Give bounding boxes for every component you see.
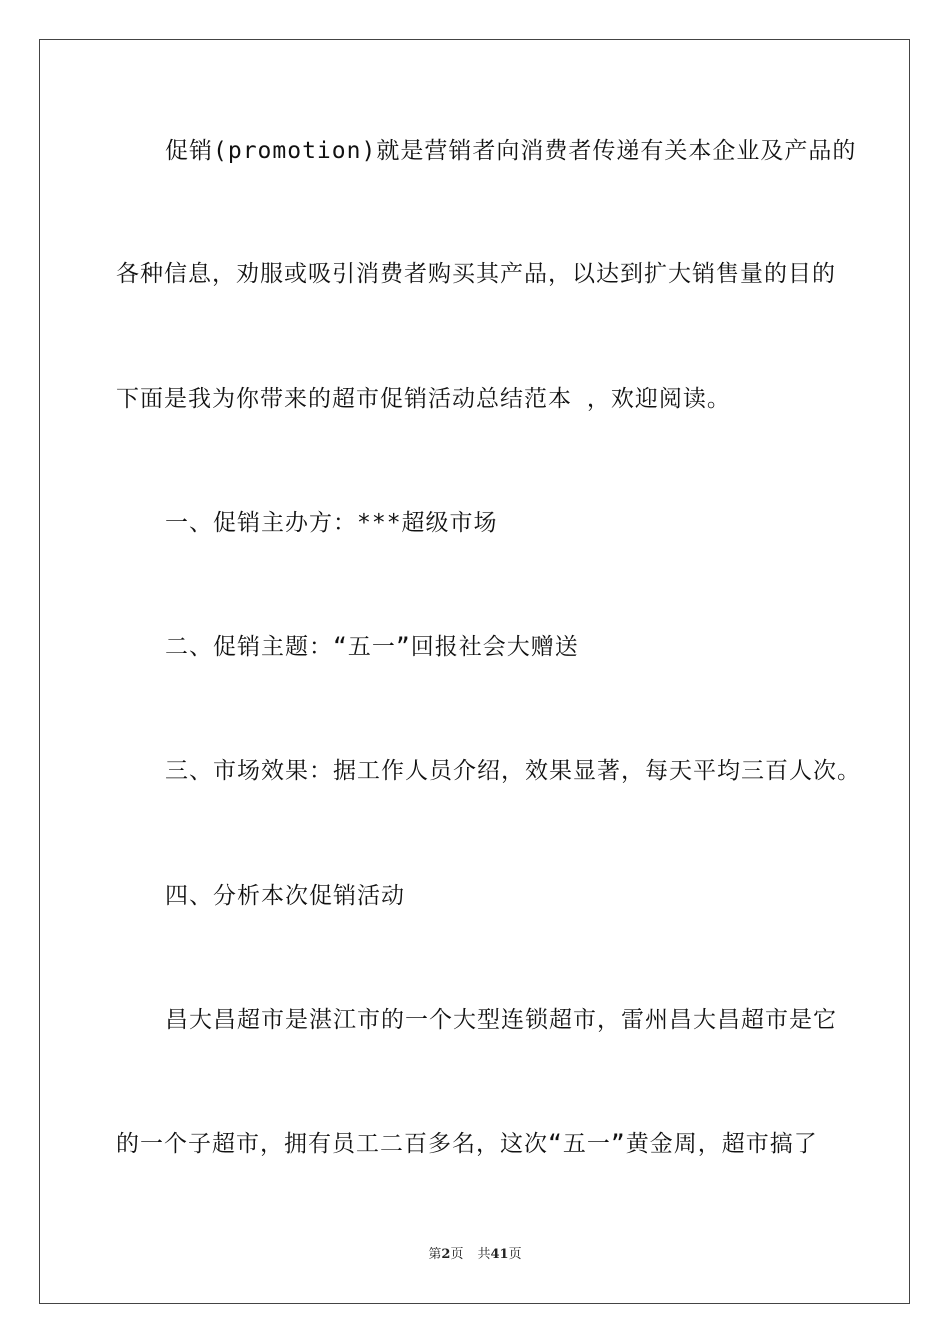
- section-organizer: 一、促销主办方：***超级市场: [165, 510, 498, 536]
- footer-total-prefix: 共: [477, 1247, 491, 1262]
- section-theme: 二、促销主题：“五一”回报社会大赠送: [165, 634, 579, 660]
- footer-total-suffix: 页: [508, 1247, 522, 1262]
- paragraph-line-3: 下面是我为你带来的超市促销活动总结范本 ，欢迎阅读。: [116, 386, 731, 412]
- footer-total-pages: 41: [490, 1247, 509, 1262]
- page-border: [39, 39, 910, 1304]
- section-market-effect: 三、市场效果：据工作人员介绍，效果显著，每天平均三百人次。: [165, 758, 861, 784]
- paragraph-line-2: 各种信息，劝服或吸引消费者购买其产品，以达到扩大销售量的目的: [116, 261, 836, 287]
- footer-page-number: 2: [441, 1247, 451, 1262]
- paragraph-line-9: 的一个子超市，拥有员工二百多名，这次“五一”黄金周，超市搞了: [116, 1131, 818, 1157]
- footer-page-prefix: 第: [428, 1247, 442, 1262]
- paragraph-line-1: 促销(promotion)就是营销者向消费者传递有关本企业及产品的: [165, 138, 857, 164]
- section-analysis-heading: 四、分析本次促销活动: [165, 883, 405, 909]
- page-footer: [0, 1246, 950, 1264]
- footer-page-suffix: 页: [450, 1247, 464, 1262]
- paragraph-line-8: 昌大昌超市是湛江市的一个大型连锁超市，雷州昌大昌超市是它: [165, 1007, 837, 1033]
